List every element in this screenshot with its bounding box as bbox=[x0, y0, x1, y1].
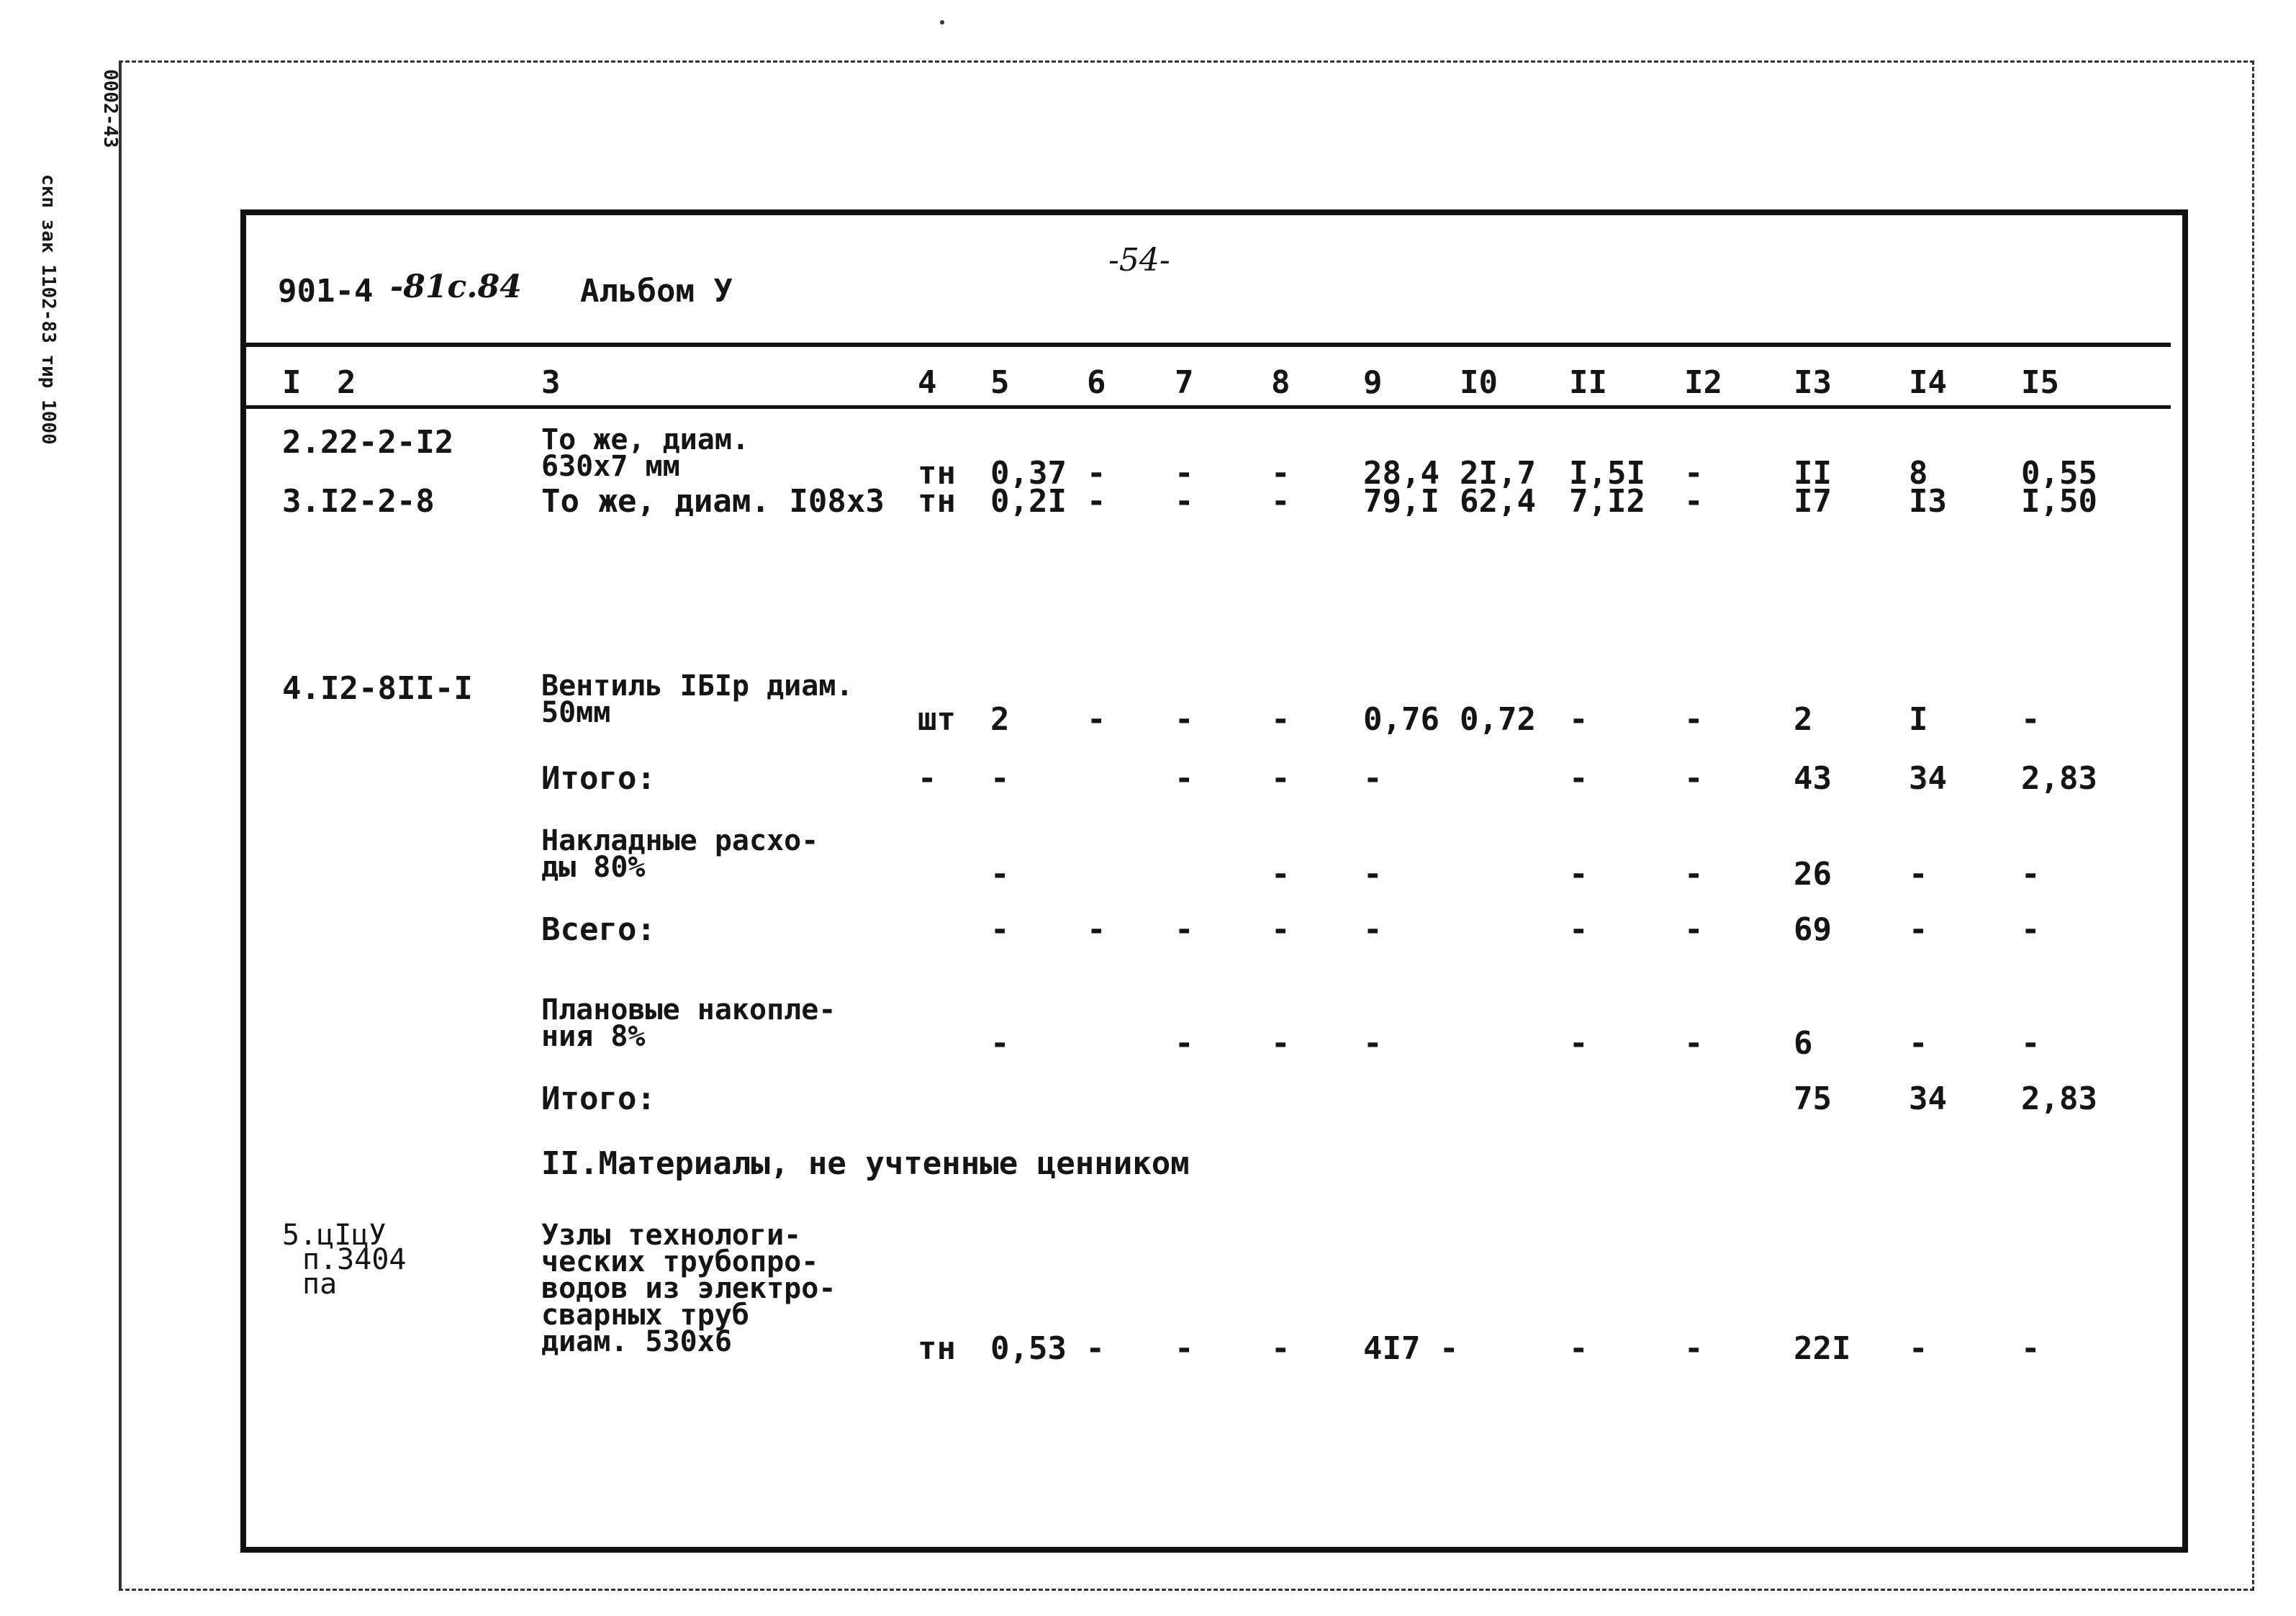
cell-c11: - bbox=[1569, 1025, 1588, 1062]
doc-code: 901-4 bbox=[278, 273, 374, 310]
cell-c13: 6 bbox=[1794, 1025, 1813, 1062]
stamp-top: 0002-43 bbox=[99, 69, 121, 148]
column-header: I bbox=[282, 364, 302, 401]
cell-c5: - bbox=[990, 911, 1010, 948]
cell-c13: I7 bbox=[1794, 483, 1832, 520]
cell-c14: 34 bbox=[1909, 1080, 1947, 1117]
row-name: 630x7 мм bbox=[541, 450, 680, 483]
cell-c8: - bbox=[1271, 760, 1291, 797]
cell-c8: - bbox=[1271, 856, 1291, 893]
cell-c13: 75 bbox=[1794, 1080, 1832, 1117]
cell-c12: - bbox=[1684, 911, 1704, 948]
row-name: Плановые накопле- bbox=[541, 993, 836, 1026]
cell-c9: - bbox=[1363, 1025, 1383, 1062]
column-header: 3 bbox=[541, 364, 561, 401]
row-name: Накладные расхо- bbox=[541, 824, 819, 857]
column-header: 8 bbox=[1271, 364, 1291, 401]
cell-c13: 69 bbox=[1794, 911, 1832, 948]
cell-c9: - bbox=[1363, 760, 1383, 797]
cell-c6: - bbox=[1087, 911, 1106, 948]
cell-c7: - bbox=[1175, 1330, 1194, 1367]
cell-c5: - bbox=[990, 760, 1010, 797]
column-header: I4 bbox=[1909, 364, 1947, 401]
cell-c12: - bbox=[1684, 1330, 1704, 1367]
column-header: I2 bbox=[1684, 364, 1722, 401]
cell-c7: - bbox=[1175, 455, 1194, 492]
cell-c5: 2 bbox=[990, 701, 1010, 738]
cell-c15: - bbox=[2021, 856, 2040, 893]
doc-code-handwritten: -81с.84 bbox=[390, 268, 522, 305]
cell-c7: - bbox=[1175, 701, 1194, 738]
cell-c8: - bbox=[1271, 1330, 1291, 1367]
column-header: I5 bbox=[2021, 364, 2059, 401]
album-label: Альбом У bbox=[580, 273, 733, 310]
cell-c11: - bbox=[1569, 701, 1588, 738]
cell-c11: - bbox=[1569, 856, 1588, 893]
cell-c9: 79,I bbox=[1363, 483, 1439, 520]
row-name: Всего: bbox=[541, 911, 656, 948]
cell-c5: 0,2I bbox=[990, 483, 1067, 520]
row-name: ческих трубопро- bbox=[541, 1245, 819, 1278]
cell-c14: 34 bbox=[1909, 760, 1947, 797]
row-code: 5.цIцУ bbox=[282, 1219, 387, 1252]
cell-c9: - bbox=[1363, 911, 1383, 948]
cell-c8: - bbox=[1271, 455, 1291, 492]
row-name: водов из электро- bbox=[541, 1272, 836, 1305]
row-name: Итого: bbox=[541, 760, 656, 797]
column-header: 2 bbox=[337, 364, 356, 401]
column-rule bbox=[246, 405, 2171, 409]
cell-c13: 22I bbox=[1794, 1330, 1851, 1367]
column-header: 4 bbox=[918, 364, 937, 401]
row-name: Итого: bbox=[541, 1080, 656, 1117]
cell-c14: - bbox=[1909, 1330, 1928, 1367]
cell-c15: 2,83 bbox=[2021, 1080, 2097, 1117]
row-code: п.3404 bbox=[302, 1243, 407, 1276]
cell-c12: - bbox=[1684, 455, 1704, 492]
column-header: I3 bbox=[1794, 364, 1832, 401]
page-number: -54- bbox=[1108, 242, 1170, 279]
cell-c9: - bbox=[1363, 856, 1383, 893]
header-rule bbox=[246, 343, 2171, 347]
row-code: па bbox=[302, 1268, 338, 1301]
cell-c11: - bbox=[1569, 1330, 1588, 1367]
cell-c8: - bbox=[1271, 701, 1291, 738]
cell-c15: - bbox=[2021, 911, 2040, 948]
row-name: сварных труб bbox=[541, 1299, 749, 1332]
row-name: II.Материалы, не учтенные ценником bbox=[541, 1145, 1190, 1182]
row-code: 2.22-2-I2 bbox=[282, 424, 454, 461]
column-header: 6 bbox=[1087, 364, 1106, 401]
row-code: 4.I2-8II-I bbox=[282, 670, 473, 707]
row-name: 50мм bbox=[541, 696, 611, 729]
cell-c15: - bbox=[2021, 1330, 2040, 1367]
row-name: диам. 530x6 bbox=[541, 1325, 732, 1358]
column-header: 9 bbox=[1363, 364, 1383, 401]
row-name: То же, диам. bbox=[541, 423, 749, 456]
cell-c5: 0,37 bbox=[990, 455, 1067, 492]
cell-c9: 0,76 bbox=[1363, 701, 1439, 738]
column-header: II bbox=[1569, 364, 1607, 401]
cell-c15: - bbox=[2021, 701, 2040, 738]
cell-c5: 0,53 - bbox=[990, 1330, 1105, 1367]
cell-c14: I bbox=[1909, 701, 1928, 738]
cell-c7: - bbox=[1175, 1025, 1194, 1062]
cell-c14: 8 bbox=[1909, 455, 1928, 492]
cell-c6: - bbox=[1087, 701, 1106, 738]
column-header: 5 bbox=[990, 364, 1010, 401]
cell-c6: - bbox=[1087, 483, 1106, 520]
cell-c15: I,50 bbox=[2021, 483, 2097, 520]
cell-c5: - bbox=[990, 1025, 1010, 1062]
cell-c11: 7,I2 bbox=[1569, 483, 1645, 520]
cell-c13: 26 bbox=[1794, 856, 1832, 893]
cell-c10: 0,72 bbox=[1460, 701, 1536, 738]
cell-unit: тн bbox=[918, 455, 956, 492]
column-header: I0 bbox=[1460, 364, 1498, 401]
cell-c7: - bbox=[1175, 911, 1194, 948]
cell-c8: - bbox=[1271, 483, 1291, 520]
row-name: ды 80% bbox=[541, 851, 646, 884]
cell-c14: I3 bbox=[1909, 483, 1947, 520]
cell-c15: 2,83 bbox=[2021, 760, 2097, 797]
column-header: 7 bbox=[1175, 364, 1194, 401]
cell-c14: - bbox=[1909, 1025, 1928, 1062]
cell-unit: тн bbox=[918, 483, 956, 520]
cell-unit: тн bbox=[918, 1330, 956, 1367]
cell-c13: 2 bbox=[1794, 701, 1813, 738]
cell-c10: 2I,7 bbox=[1460, 455, 1536, 492]
stamp-left: скп зак 1102-83 тир 1000 bbox=[37, 174, 59, 445]
cell-c12: - bbox=[1684, 856, 1704, 893]
scan-speck bbox=[940, 20, 944, 24]
cell-c6: - bbox=[1087, 455, 1106, 492]
row-name: Узлы технологи- bbox=[541, 1219, 802, 1252]
cell-c10: 62,4 bbox=[1460, 483, 1536, 520]
cell-unit: шт bbox=[918, 701, 956, 738]
cell-c15: - bbox=[2021, 1025, 2040, 1062]
cell-c12: - bbox=[1684, 1025, 1704, 1062]
table-frame bbox=[240, 209, 2188, 1553]
cell-c9: 28,4 bbox=[1363, 455, 1439, 492]
cell-c12: - bbox=[1684, 701, 1704, 738]
cell-c11: - bbox=[1569, 760, 1588, 797]
cell-c11: - bbox=[1569, 911, 1588, 948]
row-name: То же, диам. I08x3 bbox=[541, 483, 885, 520]
cell-c13: II bbox=[1794, 455, 1832, 492]
cell-c14: - bbox=[1909, 911, 1928, 948]
row-name: ния 8% bbox=[541, 1020, 646, 1053]
cell-c13: 43 bbox=[1794, 760, 1832, 797]
cell-c8: - bbox=[1271, 1025, 1291, 1062]
cell-unit: - bbox=[918, 760, 937, 797]
cell-c8: - bbox=[1271, 911, 1291, 948]
cell-c7: - bbox=[1175, 483, 1194, 520]
cell-c12: - bbox=[1684, 483, 1704, 520]
cell-c11: I,5I bbox=[1569, 455, 1645, 492]
cell-c7: - bbox=[1175, 760, 1194, 797]
cell-c5: - bbox=[990, 856, 1010, 893]
cell-c14: - bbox=[1909, 856, 1928, 893]
row-code: 3.I2-2-8 bbox=[282, 483, 435, 520]
cell-c9: 4I7 - bbox=[1363, 1330, 1459, 1367]
cell-c15: 0,55 bbox=[2021, 455, 2097, 492]
cell-c12: - bbox=[1684, 760, 1704, 797]
row-name: Вентиль IБIр диам. bbox=[541, 669, 854, 703]
